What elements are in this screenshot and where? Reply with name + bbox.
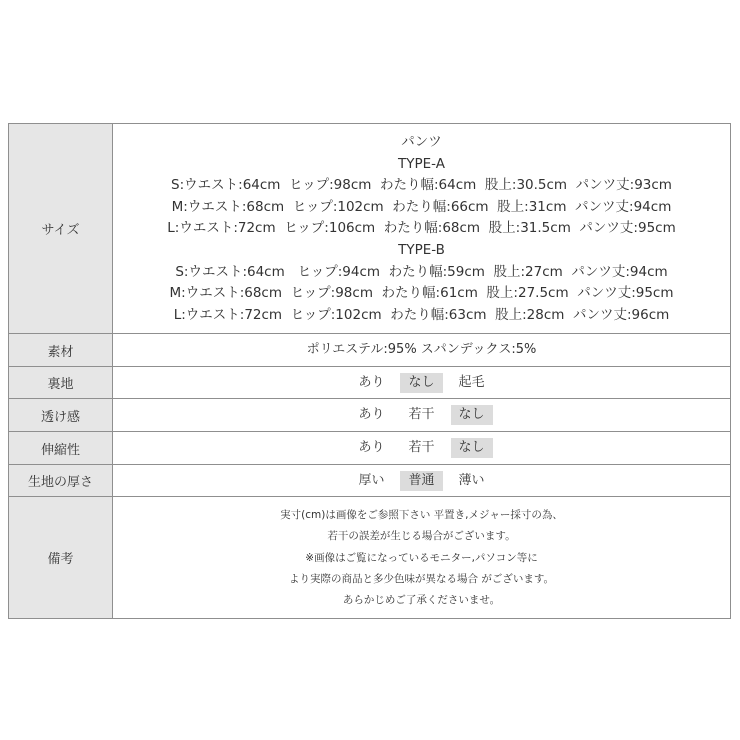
lining-options [113,373,730,393]
thickness-option: 厚い [358,472,385,488]
size-row [9,124,731,334]
size-line: L:ウエスト:72cm ヒップ:106cm わたり幅:68cm 股上:31.5cm パンツ丈:95cm [167,220,676,237]
transparency-option: なし [451,405,493,425]
notes-line: ※画像はご覧になっているモニター,パソコン等に [305,551,538,564]
notes-line: 実寸(cm)は画像をご参照下さい 平置き,メジャー採寸の為、 [280,508,563,521]
size-line: TYPE-B [398,241,445,258]
size-line: TYPE-A [398,155,445,172]
size-value [113,124,731,334]
spec-table [8,123,731,619]
material-value: ポリエステル:95% スパンデックス:5% [113,334,731,367]
lining-option: なし [400,373,442,393]
notes-label: 備考 [9,497,113,619]
thickness-options [113,471,730,491]
transparency-options [113,405,730,425]
stretch-option: なし [451,438,493,458]
transparency-option: 若干 [408,407,435,423]
material-label: 素材 [9,334,113,367]
stretch-label: 伸縮性 [9,432,113,465]
size-line: M:ウエスト:68cm ヒップ:98cm わたり幅:61cm 股上:27.5cm パンツ丈:95cm [169,285,674,302]
notes-row [9,497,731,619]
size-line: S:ウエスト:64cm ヒップ:94cm わたり幅:59cm 股上:27cm パンツ丈:94cm [175,263,668,280]
size-line: パンツ [401,134,442,150]
material-row [9,334,731,367]
lining-row [9,367,731,399]
notes-text [113,500,730,616]
notes-line: 若干の誤差が生じる場合がございます。 [327,530,516,543]
notes-line: より実際の商品と多少色味が異なる場合 がございます。 [289,573,554,586]
thickness-option: 薄い [458,472,485,488]
transparency-label: 透け感 [9,399,113,432]
stretch-row [9,432,731,465]
size-lines [113,124,730,333]
notes-line: あらかじめご了承くださいませ。 [342,594,501,607]
thickness-row [9,465,731,497]
size-line: L:ウエスト:72cm ヒップ:102cm わたり幅:63cm 股上:28cm パンツ丈:96cm [173,306,670,323]
transparency-row [9,399,731,432]
lining-option: あり [358,374,385,390]
lining-option: 起毛 [458,374,485,390]
stretch-option: 若干 [408,440,435,456]
size-line: M:ウエスト:68cm ヒップ:102cm わたり幅:66cm 股上:31cm パンツ丈:94cm [171,198,672,215]
lining-label: 裏地 [9,367,113,399]
size-line: S:ウエスト:64cm ヒップ:98cm わたり幅:64cm 股上:30.5cm パンツ丈:93cm [171,177,672,194]
stretch-options [113,438,730,458]
thickness-option: 普通 [400,471,442,491]
transparency-option: あり [358,407,385,423]
size-label: サイズ [9,124,113,334]
thickness-label: 生地の厚さ [9,465,113,497]
stretch-option: あり [358,440,385,456]
